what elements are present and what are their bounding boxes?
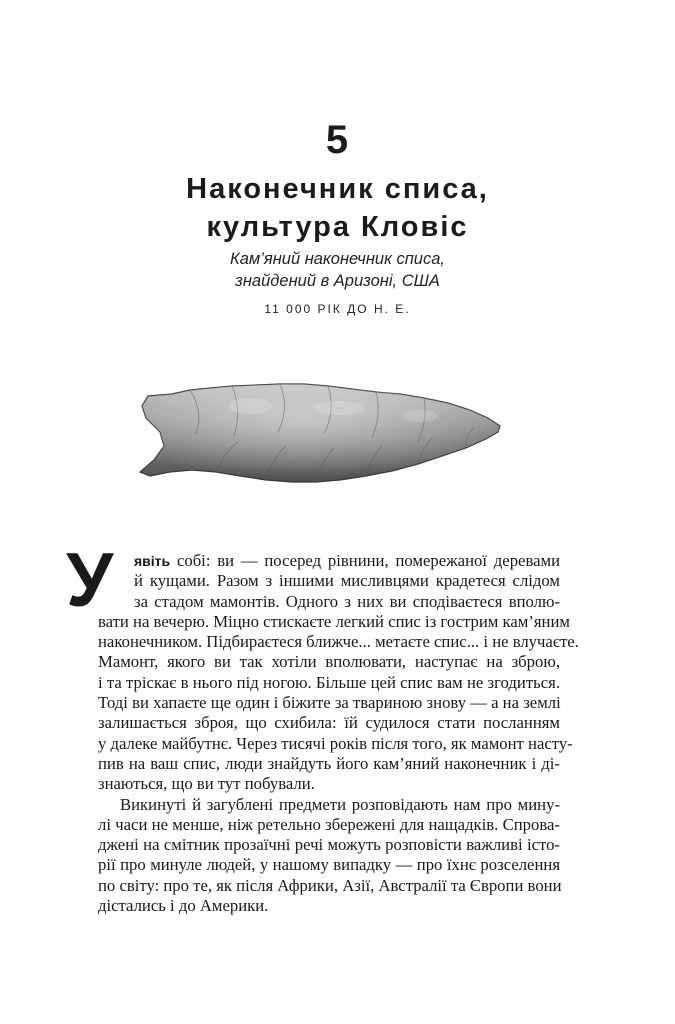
clovis-spear-point-icon	[120, 372, 520, 492]
paragraph-2-line-5: по світу: про те, як після Африки, Азії, Австралії та Європи вони	[98, 875, 562, 895]
paragraph-2-line-4: рії про минуле людей, у нашому випадку — про їхнє розселення	[98, 855, 560, 875]
chapter-subtitle	[0, 248, 675, 292]
paragraph-2-line-6: дістались і до Америки.	[98, 896, 269, 916]
paragraph-1-line-8: Тоді ви хапаєте ще один і біжите за твариною знову — а на землі	[98, 693, 561, 713]
body-text	[98, 551, 579, 916]
paragraph-1-line-1-text: собі: ви — посеред рівнини, помережаної деревами	[170, 551, 560, 570]
paragraph-2-line-1: Викинуті й загублені предмети розповідають нам про мину-	[120, 794, 560, 814]
paragraph-2-line-2: лі часи не менше, ніж ретельно збережені для нащадків. Спрова-	[98, 814, 560, 834]
paragraph-1-line-2: й кущами. Разом з іншими мисливцями крадетеся слідом	[134, 571, 560, 591]
subtitle-line-2: знайдений в Аризоні, США	[235, 272, 440, 290]
paragraph-1-line-3: за стадом мамонтів. Одного з них ви сподіваєтеся вполю-	[134, 591, 560, 611]
lead-word: явіть	[134, 553, 171, 569]
paragraph-1-line-10: у далеке майбутнє. Через тисячі років після того, як мамонт насту-	[98, 733, 573, 753]
paragraph-1-line-9: залишається зброя, що схибила: їй судилося стати посланням	[98, 713, 560, 733]
paragraph-2-line-3: джені на смітник прозаїчні речі можуть розповісти важливі істо-	[98, 835, 560, 855]
paragraph-1-line-11: пив на ваш спис, люди знайдуть його кам’яний наконечник і ді-	[98, 753, 560, 773]
paragraph-1-line-5: наконечником. Підбираєтеся ближче... метаєте спис... і не влучаєте.	[98, 632, 579, 652]
chapter-date: 11 000 РІК ДО Н. Е.	[264, 302, 411, 316]
paragraph-1-line-1	[98, 551, 560, 571]
paragraph-1-line-6: Мамонт, якого ви так хотіли вполювати, наступає на зброю,	[98, 652, 560, 672]
chapter-title	[0, 170, 675, 246]
paragraph-1-line-4: вати на вечерю. Міцно стискаєте легкий спис із гострим кам’яним	[98, 611, 570, 631]
paragraph-1-line-7: і та тріскає в нього під ногою. Більше цей спис вам не згодиться.	[98, 672, 560, 692]
chapter-title-line-1: Наконечник списа,	[186, 173, 489, 205]
paragraph-1-line-12: знаються, що ви тут побували.	[98, 774, 315, 794]
chapter-number: 5	[325, 118, 350, 162]
subtitle-line-1: Кам’яний наконечник списа,	[230, 250, 445, 268]
chapter-title-line-2: культура Кловіс	[206, 211, 469, 243]
drop-cap: У	[66, 538, 114, 623]
